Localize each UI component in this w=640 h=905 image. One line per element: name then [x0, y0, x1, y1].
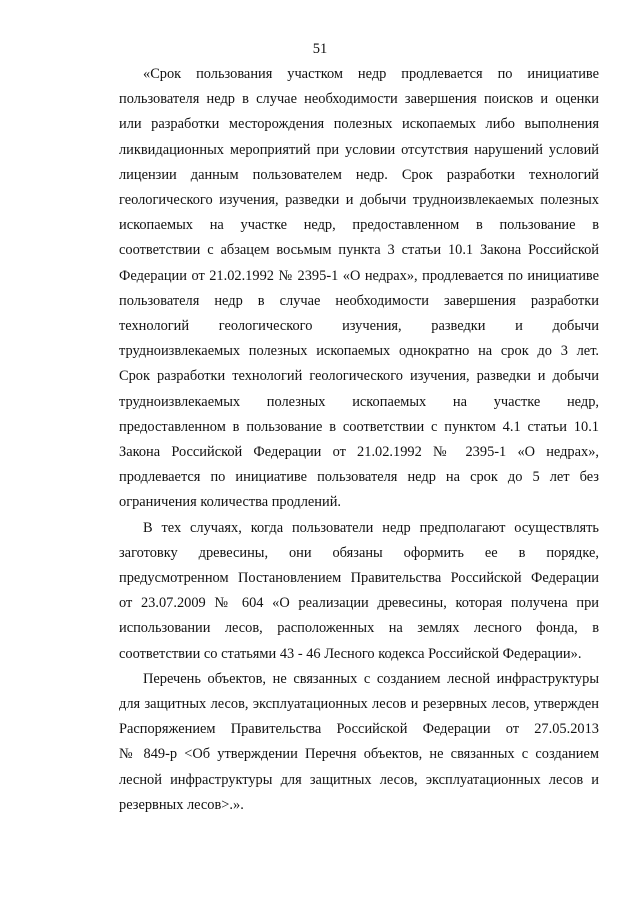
text-line: продлевается по инициативе пользователя недр на срок до 5 лет без	[119, 469, 599, 486]
text-line: для защитных лесов, эксплуатационных лесов и резервных лесов, утвержден	[119, 696, 599, 713]
text-line: предусмотренном Постановлением Правительства Российской Федерации	[119, 570, 599, 587]
document-body	[119, 62, 599, 818]
text-line: ископаемых на участке недр, предоставленном в пользование в	[119, 217, 599, 234]
text-line: ограничения количества продлений.	[119, 494, 341, 511]
text-line: Закона Российской Федерации от 21.02.1992 № 2395-1 «О недрах»,	[119, 444, 599, 461]
text-line: технологий геологического изучения, разведки и добычи	[119, 318, 599, 335]
paragraph-subsoil-use-term	[119, 62, 599, 516]
text-line: Распоряжением Правительства Российской Федерации от 27.05.2013	[119, 721, 599, 738]
text-line: предоставленном в пользование в соответствии с пунктом 4.1 статьи 10.1	[119, 418, 599, 435]
text-line: использовании лесов, расположенных на землях лесного фонда, в	[119, 620, 599, 637]
text-line: соответствии с абзацем восьмым пункта 3 статьи 10.1 Закона Российской	[119, 242, 599, 259]
paragraph-timber-harvesting	[119, 516, 599, 667]
page-number: 51	[312, 41, 328, 57]
text-line: «Срок пользования участком недр продлевается по инициативе	[143, 66, 599, 82]
text-line: резервных лесов>.».	[119, 796, 244, 813]
text-line: заготовку древесины, они обязаны оформить ее в порядке,	[119, 544, 599, 561]
text-line: лесной инфраструктуры для защитных лесов, эксплуатационных лесов и	[119, 771, 599, 788]
text-line: лицензии данным пользователем недр. Срок разработки технологий	[119, 166, 599, 183]
text-line: пользователя недр в случае необходимости завершения разработки	[119, 292, 599, 309]
text-line: В тех случаях, когда пользователи недр предполагают осуществлять	[143, 519, 599, 536]
text-line: или разработки месторождения полезных ископаемых либо выполнения	[119, 116, 599, 133]
text-line: Федерации от 21.02.1992 № 2395-1 «О недрах», продлевается по инициативе	[119, 267, 599, 284]
text-line: трудноизвлекаемых полезных ископаемых однократно на срок до 3 лет.	[119, 343, 599, 360]
text-line: Срок разработки технологий геологического изучения, разведки и добычи	[119, 368, 599, 385]
text-line: от 23.07.2009 № 604 «О реализации древесины, которая получена при	[119, 595, 599, 612]
text-line: ликвидационных мероприятий при условии отсутствия нарушений условий	[119, 141, 599, 158]
text-line: геологического изучения, разведки и добычи трудноизвлекаемых полезных	[119, 192, 599, 209]
text-line: № 849-р <Об утверждении Перечня объектов, не связанных с созданием	[119, 746, 599, 763]
text-line: пользователя недр в случае необходимости завершения поисков и оценки	[119, 91, 599, 108]
text-line: Перечень объектов, не связанных с созданием лесной инфраструктуры	[143, 670, 599, 687]
text-line: трудноизвлекаемых полезных ископаемых на участке недр,	[119, 393, 599, 410]
paragraph-objects-list	[119, 667, 599, 818]
text-line: соответствии со статьями 43 - 46 Лесного кодекса Российской Федерации».	[119, 645, 582, 662]
